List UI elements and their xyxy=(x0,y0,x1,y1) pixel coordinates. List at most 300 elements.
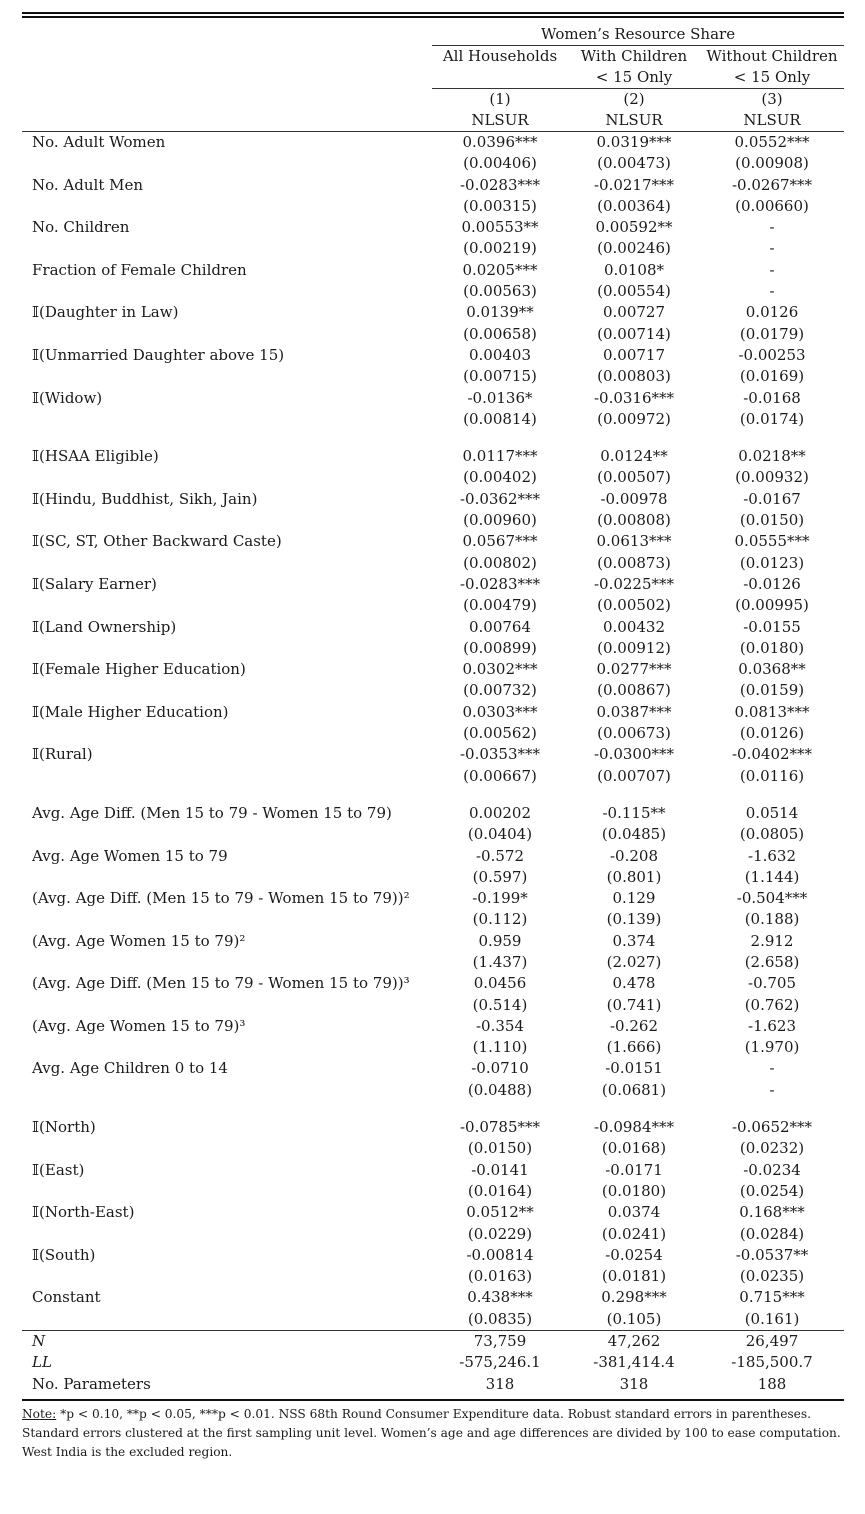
stderr-row xyxy=(22,1266,844,1287)
se-col3: - xyxy=(769,1080,775,1099)
stderr-row xyxy=(22,995,844,1016)
stderr-row xyxy=(22,553,844,574)
se-col1: (0.112) xyxy=(472,910,528,929)
coefficient-row xyxy=(22,973,844,994)
coef-col1: -0.354 xyxy=(475,1016,524,1035)
coef-col3: -1.632 xyxy=(748,846,797,865)
coef-col3: 0.0813*** xyxy=(734,702,810,721)
coef-col3: 2.912 xyxy=(750,931,794,950)
stderr-row xyxy=(22,281,844,302)
coef-col1: 0.0139** xyxy=(466,303,534,322)
col1-title-line2 xyxy=(432,67,568,89)
col2-title: With Children xyxy=(580,47,688,65)
se-col1: (0.0164) xyxy=(467,1181,533,1200)
coef-col3: -0.0155 xyxy=(743,617,801,636)
note-text: *p < 0.10, **p < 0.05, ***p < 0.01. NSS 68th Round Consumer Expenditure data. Robust standard errors in parentheses. Standard errors clustered at the first sampling unit level. Women’s age and age differences are divided by 100 to ease computation. West India is the excluded region. xyxy=(22,1406,841,1459)
se-col1: (0.00667) xyxy=(463,766,537,785)
se-col2: (0.0180) xyxy=(601,1181,667,1200)
stderr-row xyxy=(22,952,844,973)
se-col1: (0.00802) xyxy=(463,553,537,572)
se-col3: (1.970) xyxy=(744,1038,800,1057)
variable-label: 𝕀(Widow) xyxy=(32,388,103,407)
coef-col3: -0.504*** xyxy=(736,889,808,908)
coef-col3: -0.0537** xyxy=(735,1245,809,1264)
coefficient-row xyxy=(22,702,844,723)
statistic-row xyxy=(22,1331,844,1353)
se-col2: (0.00972) xyxy=(597,409,671,428)
se-col3: (0.0159) xyxy=(739,681,805,700)
stderr-row xyxy=(22,867,844,888)
coef-col2: -0.115** xyxy=(602,803,666,822)
coefficient-row xyxy=(22,132,844,154)
coefficient-rows xyxy=(22,132,844,1331)
coefficient-row xyxy=(22,1160,844,1181)
coef-col1: 0.0117*** xyxy=(462,447,538,466)
coef-col1: 0.0512** xyxy=(466,1203,534,1222)
se-col3: (0.0284) xyxy=(739,1224,805,1243)
coef-col2: 0.00727 xyxy=(602,303,666,322)
stderr-label-blank xyxy=(22,909,432,930)
coef-col1: 0.0302*** xyxy=(462,660,538,679)
variable-label: 𝕀(HSAA Eligible) xyxy=(32,447,159,466)
variable-label: 𝕀(Salary Earner) xyxy=(32,574,157,593)
column-number-row xyxy=(22,89,844,111)
coef-col2: -0.0254 xyxy=(605,1245,663,1264)
coef-col1: -0.0283*** xyxy=(459,574,541,593)
se-col3: - xyxy=(769,239,775,258)
se-col3: (0.0232) xyxy=(739,1139,805,1158)
variable-label: No. Adult Men xyxy=(32,175,144,194)
coefficient-row xyxy=(22,345,844,366)
se-col3: (0.0254) xyxy=(739,1181,805,1200)
stderr-label-blank xyxy=(22,153,432,174)
col3-title: Without Children xyxy=(706,47,838,65)
statistic-row xyxy=(22,1374,844,1395)
coef-col2: -0.0225*** xyxy=(593,574,675,593)
stderr-row xyxy=(22,824,844,845)
variable-label: 𝕀(Daughter in Law) xyxy=(32,303,179,322)
coef-col3: - xyxy=(769,1059,775,1078)
coef-col2: -0.00978 xyxy=(600,489,668,508)
col1-method: NLSUR xyxy=(471,111,529,129)
col1-title: All Households xyxy=(442,47,558,65)
stderr-label-blank xyxy=(22,1037,432,1058)
coef-col2: 0.374 xyxy=(612,931,656,950)
stderr-label-blank xyxy=(22,324,432,345)
stderr-label-blank xyxy=(22,995,432,1016)
se-col2: (0.741) xyxy=(606,995,662,1014)
stderr-row xyxy=(22,1224,844,1245)
coef-col1: -0.00814 xyxy=(466,1245,534,1264)
variable-label: (Avg. Age Diff. (Men 15 to 79 - Women 15 to 79))² xyxy=(32,889,410,908)
variable-label: 𝕀(Female Higher Education) xyxy=(32,660,246,679)
stderr-row xyxy=(22,324,844,345)
coefficient-row xyxy=(22,1202,844,1223)
coef-col3: - xyxy=(769,218,775,237)
coefficient-row xyxy=(22,489,844,510)
se-col3: (0.00660) xyxy=(735,196,809,215)
se-col1: (0.00219) xyxy=(463,239,537,258)
se-col2: (0.0168) xyxy=(601,1139,667,1158)
coefficient-row xyxy=(22,931,844,952)
se-col2: (0.801) xyxy=(606,867,662,886)
stderr-row xyxy=(22,909,844,930)
coef-col1: -0.0362*** xyxy=(459,489,541,508)
stderr-label-blank xyxy=(22,281,432,302)
coefficient-row xyxy=(22,1287,844,1308)
coef-col1: 0.0567*** xyxy=(462,532,538,551)
variable-label: Avg. Age Children 0 to 14 xyxy=(32,1059,228,1078)
coef-col3: -0.0652*** xyxy=(731,1118,813,1137)
stderr-label-blank xyxy=(22,867,432,888)
coef-col3: 0.0514 xyxy=(745,803,799,822)
top-rule xyxy=(22,12,844,14)
stderr-label-blank xyxy=(22,553,432,574)
coef-col1: 0.0303*** xyxy=(462,702,538,721)
stderr-label-blank xyxy=(22,1224,432,1245)
coef-col2: 0.00592** xyxy=(595,218,673,237)
coef-col1: -0.0283*** xyxy=(459,175,541,194)
col3-title-line2: < 15 Only xyxy=(700,67,844,89)
coef-col3: 0.0552*** xyxy=(700,132,844,154)
coef-col2: 0.0124** xyxy=(600,447,668,466)
coefficient-row xyxy=(22,1245,844,1266)
coef-col3: -0.0402*** xyxy=(731,745,813,764)
stderr-label-blank xyxy=(22,952,432,973)
se-col3: (0.0174) xyxy=(739,409,805,428)
coef-col2: -0.262 xyxy=(609,1016,658,1035)
stderr-label-blank xyxy=(22,595,432,616)
coefficient-row xyxy=(22,803,844,824)
stat-col2: 318 xyxy=(619,1374,649,1393)
stat-col3: 188 xyxy=(757,1374,787,1393)
coef-col2: 0.0613*** xyxy=(596,532,672,551)
coefficient-row xyxy=(22,302,844,323)
variable-label: 𝕀(Rural) xyxy=(32,745,93,764)
stderr-row xyxy=(22,680,844,701)
variable-label: 𝕀(Hindu, Buddhist, Sikh, Jain) xyxy=(32,489,258,508)
coefficient-row xyxy=(22,1058,844,1079)
col1-number: (1) xyxy=(489,90,511,108)
se-col2: (0.00808) xyxy=(597,511,671,530)
coef-col2: 0.0374 xyxy=(607,1203,661,1222)
se-col2: (0.00364) xyxy=(597,196,671,215)
se-col2: (0.0241) xyxy=(601,1224,667,1243)
se-col1: (0.00732) xyxy=(463,681,537,700)
variable-label: No. Adult Women xyxy=(22,132,432,154)
se-col1: (0.00479) xyxy=(463,596,537,615)
coef-col3: -0.0234 xyxy=(743,1160,801,1179)
coef-col1: -0.572 xyxy=(475,846,524,865)
coef-col3: 0.0555*** xyxy=(734,532,810,551)
stderr-row xyxy=(22,1080,844,1101)
group-spacer xyxy=(22,1101,844,1117)
coef-col1: 0.438*** xyxy=(467,1288,533,1307)
se-col1: (0.0150) xyxy=(467,1139,533,1158)
coef-col2: -0.0316*** xyxy=(593,388,675,407)
se-col2: (0.00714) xyxy=(597,324,671,343)
coefficient-row xyxy=(22,175,844,196)
coefficient-row xyxy=(22,574,844,595)
note-label: Note: xyxy=(22,1406,57,1421)
se-col1: (0.597) xyxy=(472,867,528,886)
stderr-row xyxy=(22,723,844,744)
stderr-label-blank xyxy=(22,638,432,659)
stat-col3: -185,500.7 xyxy=(731,1353,813,1372)
stderr-row xyxy=(22,1037,844,1058)
statistic-label: No. Parameters xyxy=(32,1374,151,1393)
coef-col2: -0.0984*** xyxy=(593,1118,675,1137)
stderr-label-blank xyxy=(22,366,432,387)
se-col3: (0.0116) xyxy=(739,766,805,785)
se-col3: (0.0805) xyxy=(739,825,805,844)
coef-col2: 0.0387*** xyxy=(596,702,672,721)
group-title: Women’s Resource Share xyxy=(432,18,844,46)
stderr-label-blank xyxy=(22,824,432,845)
stat-col1: 318 xyxy=(485,1374,515,1393)
se-col1: (0.00715) xyxy=(463,367,537,386)
statistics-rows xyxy=(22,1331,844,1395)
se-col2: (0.105) xyxy=(606,1309,662,1328)
se-col3: (0.0126) xyxy=(739,724,805,743)
se-col3: (0.188) xyxy=(744,910,800,929)
variable-label: 𝕀(East) xyxy=(32,1160,85,1179)
se-col2: (0.0181) xyxy=(601,1267,667,1286)
se-col3: - xyxy=(769,282,775,301)
stderr-row xyxy=(22,595,844,616)
stderr-row xyxy=(22,1181,844,1202)
se-col2: (0.00502) xyxy=(597,596,671,615)
coef-col3: 0.0368** xyxy=(738,660,806,679)
coef-col3: -0.00253 xyxy=(738,345,806,364)
variable-label: (Avg. Age Diff. (Men 15 to 79 - Women 15 to 79))³ xyxy=(32,974,410,993)
col2-method: NLSUR xyxy=(605,111,663,129)
variable-label: 𝕀(SC, ST, Other Backward Caste) xyxy=(32,532,282,551)
se-col2: (0.00912) xyxy=(597,638,671,657)
se-col3: (2.658) xyxy=(744,952,800,971)
statistic-row xyxy=(22,1352,844,1373)
coef-col1: -0.0710 xyxy=(471,1059,529,1078)
coef-col2: -0.0300*** xyxy=(593,745,675,764)
se-col3: (0.0180) xyxy=(739,638,805,657)
se-col1: (0.0229) xyxy=(467,1224,533,1243)
se-col1: (0.00814) xyxy=(463,409,537,428)
se-col3: (0.0123) xyxy=(739,553,805,572)
se-col3: (0.00995) xyxy=(735,596,809,615)
variable-label: Constant xyxy=(32,1288,101,1307)
coef-col2: 0.0108* xyxy=(604,260,664,279)
stat-col2: 47,262 xyxy=(568,1331,700,1353)
se-col2: (2.027) xyxy=(606,952,662,971)
coef-col1: -0.0785*** xyxy=(459,1118,541,1137)
regression-table-figure xyxy=(22,12,844,1462)
se-col3: (0.161) xyxy=(744,1309,800,1328)
stderr-row xyxy=(22,1309,844,1331)
col3-method: NLSUR xyxy=(743,111,801,129)
variable-label: 𝕀(South) xyxy=(32,1245,96,1264)
stderr-label-blank xyxy=(22,1080,432,1101)
coefficient-row xyxy=(22,388,844,409)
se-col3: (0.0150) xyxy=(739,511,805,530)
coefficient-row xyxy=(22,531,844,552)
coef-col3: -0.0126 xyxy=(743,574,801,593)
coef-col3: 0.168*** xyxy=(739,1203,805,1222)
se-col1: (0.0488) xyxy=(467,1080,533,1099)
stderr-row xyxy=(22,1138,844,1159)
group-spacer xyxy=(22,430,844,446)
stat-col1: 73,759 xyxy=(432,1331,568,1353)
se-col3: (0.0179) xyxy=(739,324,805,343)
se-col3: (0.0235) xyxy=(739,1267,805,1286)
coef-col1: 0.0205*** xyxy=(462,260,538,279)
se-col1: (0.00899) xyxy=(463,638,537,657)
coef-col1: 0.0396*** xyxy=(432,132,568,154)
variable-label: 𝕀(Male Higher Education) xyxy=(32,702,229,721)
se-col1: (0.00563) xyxy=(463,282,537,301)
coef-col1: -0.0136* xyxy=(467,388,533,407)
coefficient-row xyxy=(22,846,844,867)
coef-col3: -0.705 xyxy=(748,974,797,993)
coef-col2: 0.129 xyxy=(612,889,656,908)
coef-col3: 0.0126 xyxy=(745,303,799,322)
coef-col1: 0.00403 xyxy=(468,345,532,364)
se-col1: (0.514) xyxy=(472,995,528,1014)
coef-col3: 0.715*** xyxy=(739,1288,805,1307)
se-col1: (0.0835) xyxy=(467,1309,533,1328)
coef-col2: 0.00717 xyxy=(602,345,666,364)
se-col2: (0.0681) xyxy=(601,1080,667,1099)
coef-col1: 0.00202 xyxy=(468,803,532,822)
coefficient-row xyxy=(22,888,844,909)
se-col1: (0.00406) xyxy=(463,154,537,173)
stderr-row xyxy=(22,638,844,659)
coefficient-row xyxy=(22,659,844,680)
stderr-row xyxy=(22,238,844,259)
se-col1: (0.00402) xyxy=(463,468,537,487)
group-spacer xyxy=(22,787,844,803)
stderr-row xyxy=(22,366,844,387)
column-method-row xyxy=(22,110,844,132)
stderr-row xyxy=(22,409,844,430)
variable-label: (Avg. Age Women 15 to 79)³ xyxy=(32,1016,246,1035)
se-col3: (0.00932) xyxy=(735,468,809,487)
stderr-label-blank xyxy=(22,409,432,430)
variable-label: (Avg. Age Women 15 to 79)² xyxy=(32,931,246,950)
variable-label: Avg. Age Women 15 to 79 xyxy=(32,846,228,865)
col2-number: (2) xyxy=(623,90,645,108)
stderr-row xyxy=(22,467,844,488)
stderr-label-blank xyxy=(22,1266,432,1287)
coef-col3: 0.0218** xyxy=(738,447,806,466)
se-col1: (1.437) xyxy=(472,952,528,971)
se-col2: (0.00473) xyxy=(597,154,671,173)
statistic-label: N xyxy=(22,1331,432,1353)
col3-number: (3) xyxy=(761,90,783,108)
stderr-label-blank xyxy=(22,1138,432,1159)
se-col2: (1.666) xyxy=(606,1038,662,1057)
coef-col2: -0.208 xyxy=(609,846,658,865)
coef-col2: -0.0217*** xyxy=(593,175,675,194)
stat-col1: -575,246.1 xyxy=(459,1353,541,1372)
stderr-label-blank xyxy=(22,1181,432,1202)
se-col1: (0.0163) xyxy=(467,1267,533,1286)
se-col2: (0.00707) xyxy=(597,766,671,785)
coef-col3: - xyxy=(769,260,775,279)
column-title-row-2 xyxy=(22,67,844,89)
coef-col1: 0.0456 xyxy=(473,974,527,993)
se-col3: (0.0169) xyxy=(739,367,805,386)
se-col2: (0.00803) xyxy=(597,367,671,386)
se-col3: (0.762) xyxy=(744,995,800,1014)
se-col3: (1.144) xyxy=(744,867,800,886)
variable-label: 𝕀(North) xyxy=(32,1118,96,1137)
se-col2: (0.00867) xyxy=(597,681,671,700)
stderr-label-blank xyxy=(22,467,432,488)
column-title-row-1 xyxy=(22,46,844,68)
stderr-label-blank xyxy=(22,510,432,531)
stat-col3: 26,497 xyxy=(700,1331,844,1353)
se-col2: (0.00554) xyxy=(597,282,671,301)
coefficient-row xyxy=(22,260,844,281)
se-col1: (0.0404) xyxy=(467,825,533,844)
stderr-row xyxy=(22,153,844,174)
se-col2: (0.00507) xyxy=(597,468,671,487)
coefficient-row xyxy=(22,217,844,238)
se-col2: (0.139) xyxy=(606,910,662,929)
coef-col1: 0.00553** xyxy=(461,218,539,237)
coef-col2: 0.00432 xyxy=(602,617,666,636)
coefficient-row xyxy=(22,446,844,467)
se-col2: (0.0485) xyxy=(601,825,667,844)
se-col1: (0.00658) xyxy=(463,324,537,343)
variable-label: No. Children xyxy=(32,218,130,237)
coef-col1: -0.199* xyxy=(472,889,528,908)
group-header-row xyxy=(22,18,844,46)
coef-col3: -1.623 xyxy=(748,1016,797,1035)
coef-col2: 0.298*** xyxy=(601,1288,667,1307)
se-col1: (1.110) xyxy=(472,1038,528,1057)
coef-col2: 0.0277*** xyxy=(596,660,672,679)
stderr-label-blank xyxy=(22,1309,432,1331)
variable-label: 𝕀(Unmarried Daughter above 15) xyxy=(32,345,285,364)
variable-label: 𝕀(North-East) xyxy=(32,1203,135,1222)
stderr-label-blank xyxy=(22,238,432,259)
coef-col2: 0.478 xyxy=(612,974,656,993)
coefficient-row xyxy=(22,1016,844,1037)
se-col2: (0.00673) xyxy=(597,724,671,743)
results-table xyxy=(22,18,844,1395)
coef-col2: -0.0171 xyxy=(605,1160,663,1179)
se-col1: (0.00562) xyxy=(463,724,537,743)
se-col1: (0.00960) xyxy=(463,511,537,530)
table-note xyxy=(22,1399,844,1462)
se-col3: (0.00908) xyxy=(735,154,809,173)
coef-col1: -0.0141 xyxy=(471,1160,529,1179)
coefficient-row xyxy=(22,1117,844,1138)
coef-col3: -0.0267*** xyxy=(731,175,813,194)
coef-col1: 0.959 xyxy=(478,931,522,950)
coef-col2: 0.0319*** xyxy=(568,132,700,154)
variable-label: 𝕀(Land Ownership) xyxy=(32,617,177,636)
coefficient-row xyxy=(22,744,844,765)
variable-label: Avg. Age Diff. (Men 15 to 79 - Women 15 to 79) xyxy=(32,803,392,822)
coef-col1: 0.00764 xyxy=(468,617,532,636)
coef-col2: -0.0151 xyxy=(605,1059,663,1078)
stderr-label-blank xyxy=(22,680,432,701)
stderr-row xyxy=(22,196,844,217)
col2-title-line2: < 15 Only xyxy=(568,67,700,89)
coefficient-row xyxy=(22,617,844,638)
